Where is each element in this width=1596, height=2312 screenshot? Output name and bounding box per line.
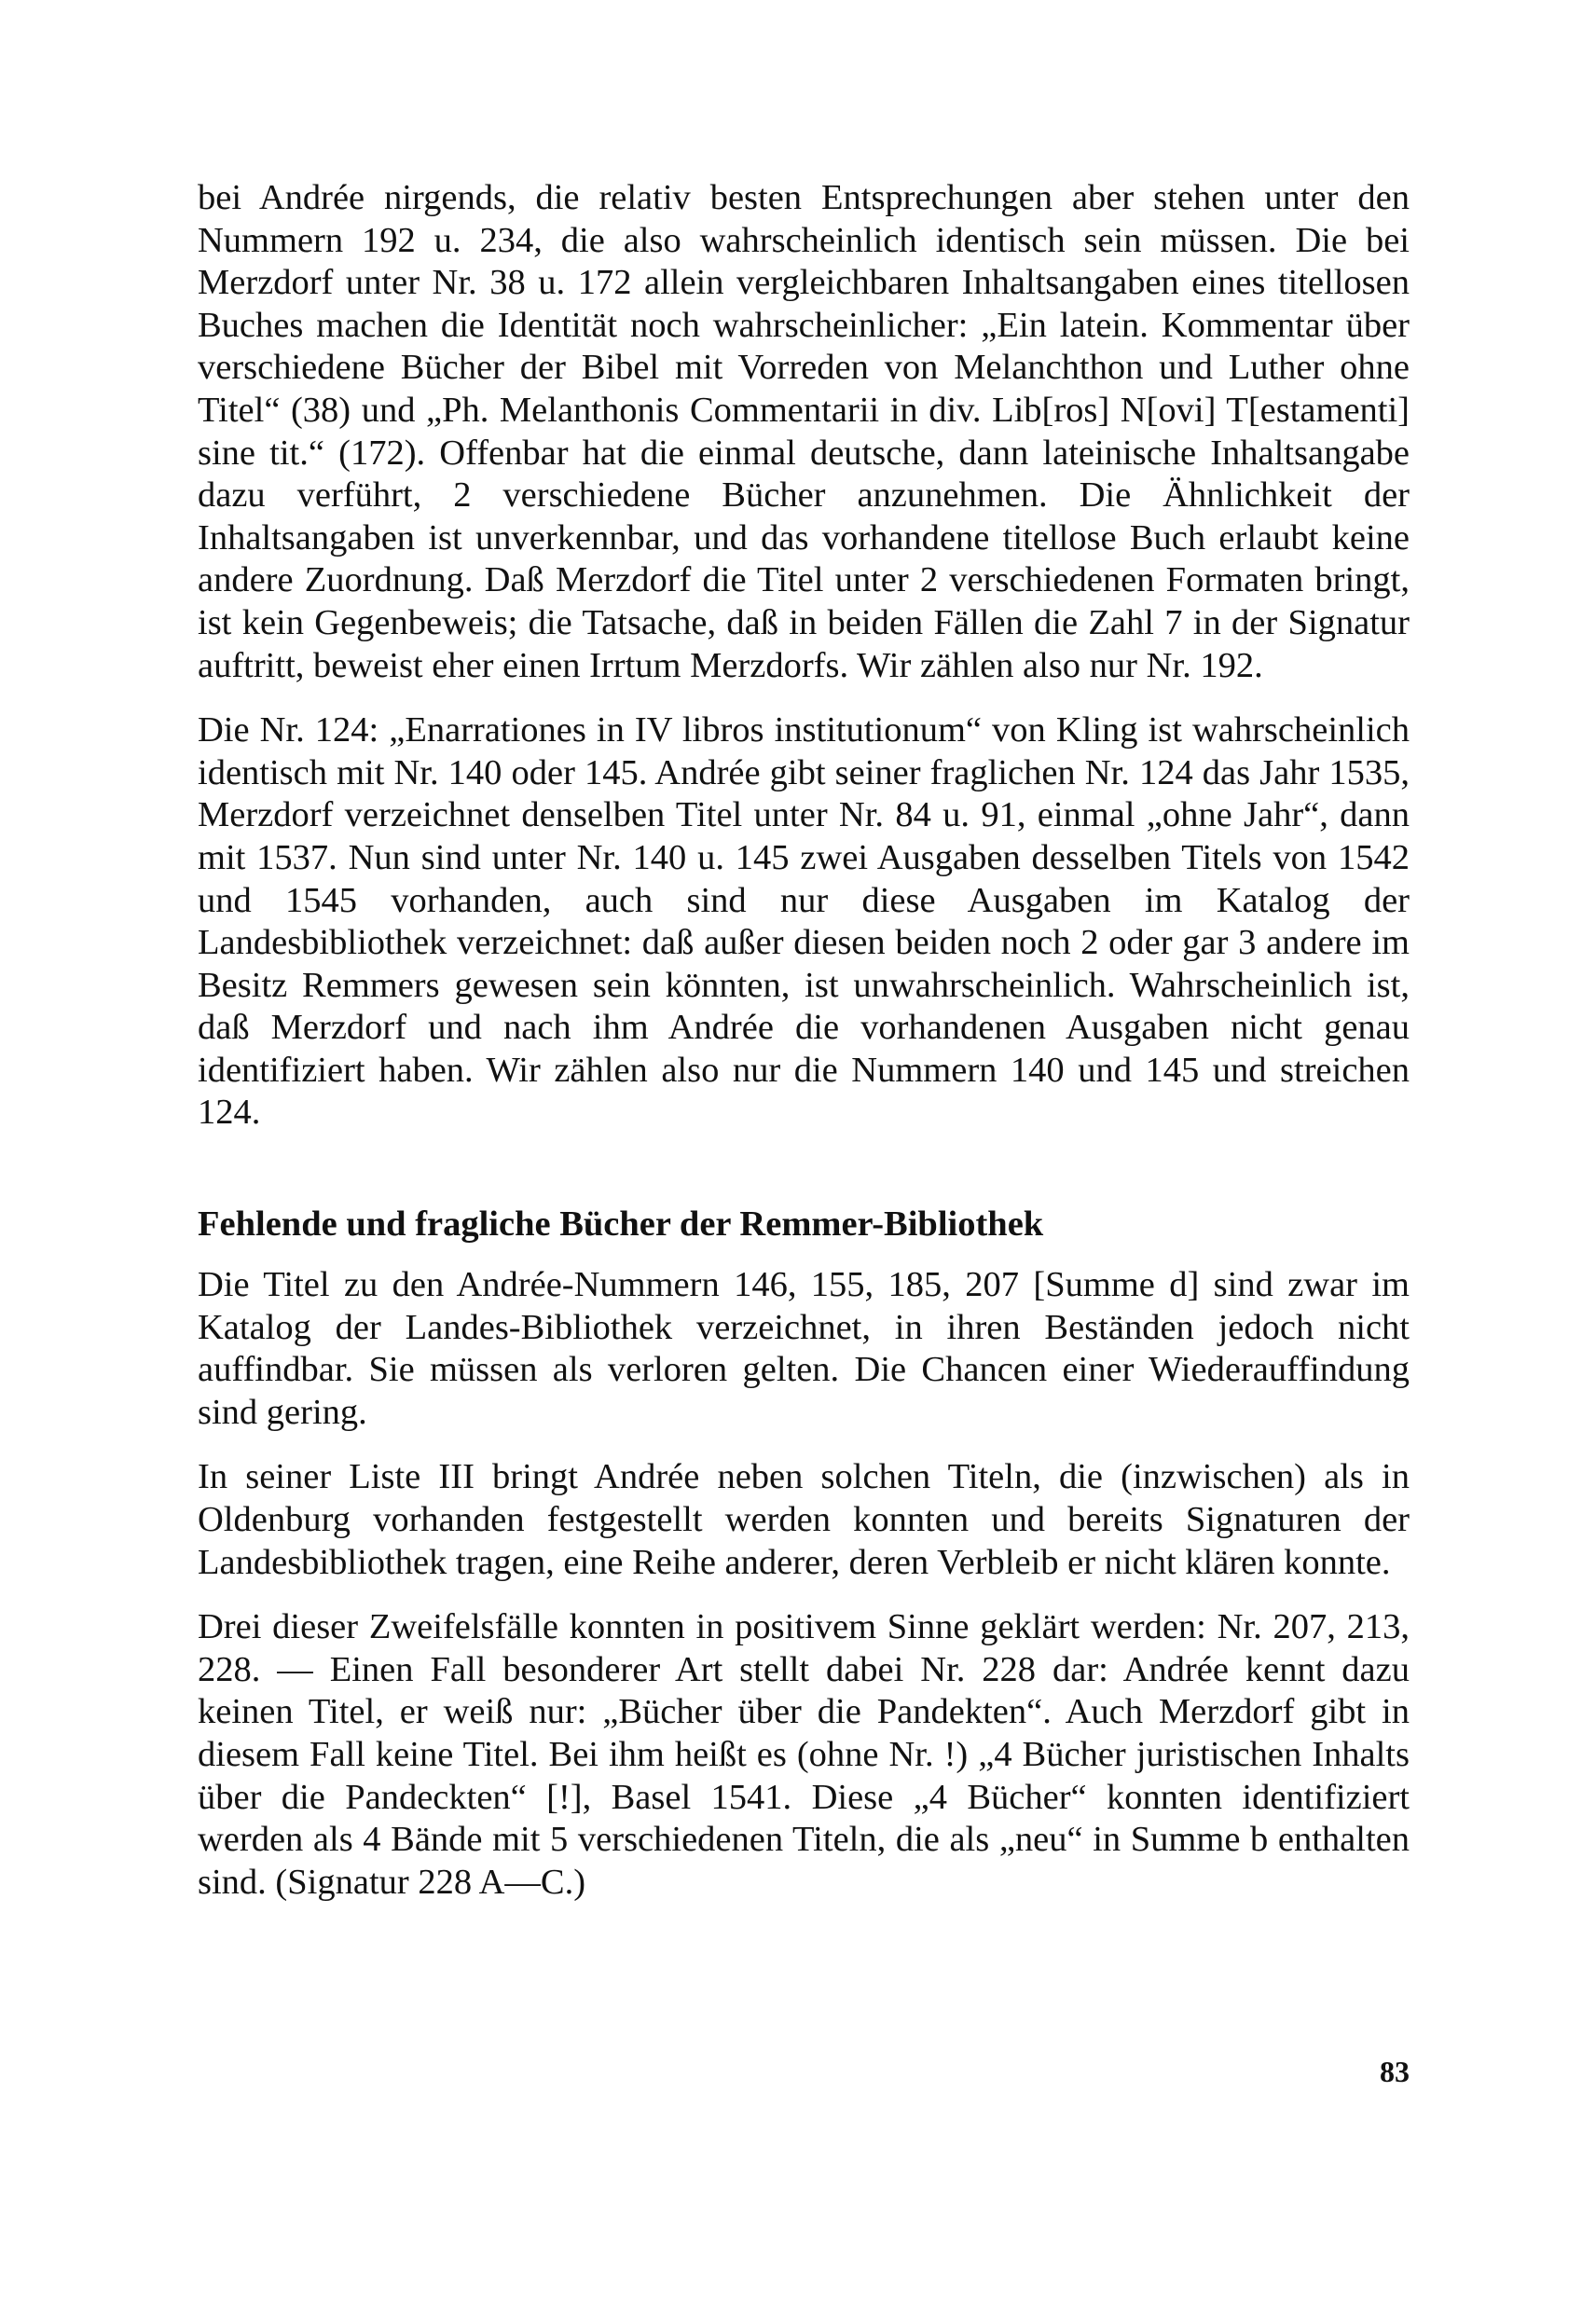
body-paragraph: Die Titel zu den Andrée-Nummern 146, 155, 185, 207 [Summe d] sind zwar im Katalog der Landes-Bibliothek verzeichnet, in ihren Beständen jedoch nicht auffindbar. Sie müssen als verloren gelten. Die Chancen einer Wiederauffindung sind gering.: [198, 1265, 1410, 1432]
body-paragraph: bei Andrée nirgends, die relativ besten Entsprechungen aber stehen unter den Nummern 192 u. 234, die also wahrscheinlich identisch sein müssen. Die bei Merzdorf unter Nr. 38 u. 172 allein vergleichbaren Inhaltsangaben eines titellosen Buches machen die Identität noch wahrscheinlicher: „Ein latein. Kommentar über verschiedene Bücher der Bibel mit Vorreden von Melanchthon und Luther ohne Titel“ (38) und „Ph. Melanthonis Commentarii in div. Lib[ros] N[ovi] T[estamenti] sine tit.“ (172). Offenbar hat die einmal deutsche, dann lateinische Inhaltsangabe dazu verführt, 2 verschiedene Bücher anzunehmen. Die Ähnlichkeit der Inhaltsangaben ist unverkennbar, und das vorhandene titellose Buch erlaubt keine andere Zuordnung. Daß Merzdorf die Titel unter 2 verschiedenen Formaten bringt, ist kein Gegenbeweis; die Tatsache, daß in beiden Fällen die Zahl 7 in der Signatur auftritt, beweist eher einen Irrtum Merzdorfs. Wir zählen also nur Nr. 192.: [198, 178, 1410, 685]
page-body: [198, 177, 1410, 1904]
body-paragraph: Die Nr. 124: „Enarrationes in IV libros institutionum“ von Kling ist wahrscheinlich identisch mit Nr. 140 oder 145. Andrée gibt seiner fraglichen Nr. 124 das Jahr 1535, Merzdorf verzeichnet denselben Titel unter Nr. 84 u. 91, einmal „ohne Jahr“, dann mit 1537. Nun sind unter Nr. 140 u. 145 zwei Ausgaben desselben Titels von 1542 und 1545 vorhanden, auch sind nur diese Ausgaben im Katalog der Landesbibliothek verzeichnet: daß außer diesen beiden noch 2 oder gar 3 andere im Besitz Remmers gewesen sein könnten, ist unwahrscheinlich. Wahrscheinlich ist, daß Merzdorf und nach ihm Andrée die vorhandenen Ausgaben nicht genau identifiziert haben. Wir zählen also nur die Nummern 140 und 145 und streichen 124.: [198, 710, 1410, 1133]
page-number: 83: [1380, 2055, 1410, 2088]
body-paragraph: Drei dieser Zweifelsfälle konnten in positivem Sinne geklärt werden: Nr. 207, 213, 228. — Einen Fall besonderer Art stellt dabei Nr. 228 dar: Andrée kennt dazu keinen Titel, er weiß nur: „Bücher über die Pandekten“. Auch Merzdorf gibt in diesem Fall keine Titel. Bei ihm heißt es (ohne Nr. !) „4 Bücher juristischen Inhalts über die Pandeckten“ [!], Basel 1541. Diese „4 Bücher“ konnten identifiziert werden als 4 Bände mit 5 verschiedenen Titeln, die als „neu“ in Summe b enthalten sind. (Signatur 228 A—C.): [198, 1607, 1410, 1902]
body-paragraph: In seiner Liste III bringt Andrée neben solchen Titeln, die (inzwischen) als in Oldenburg vorhanden festgestellt werden konnten und bereits Signaturen der Landesbibliothek tragen, eine Reihe anderer, deren Verbleib er nicht klären konnte.: [198, 1457, 1410, 1582]
section-heading: Fehlende und fragliche Bücher der Remmer-Bibliothek: [198, 1204, 1044, 1245]
